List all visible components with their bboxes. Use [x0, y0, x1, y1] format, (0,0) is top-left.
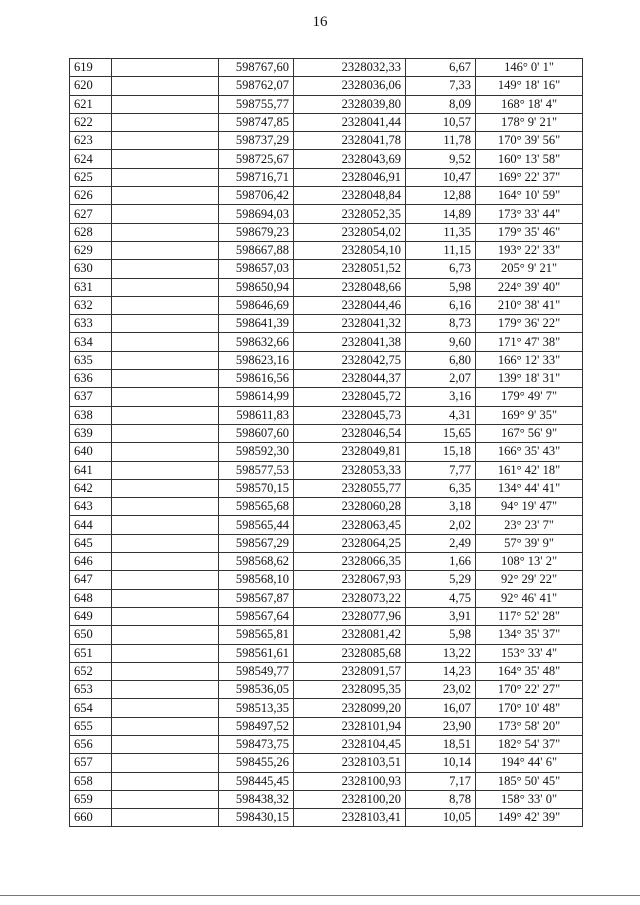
y-coordinate-cell: 2328039,80 — [294, 95, 406, 113]
table-row — [70, 223, 583, 241]
table-row — [70, 150, 583, 168]
table-row — [70, 498, 583, 516]
angle-cell: 23° 23' 7" — [476, 516, 583, 534]
y-coordinate-cell: 2328041,78 — [294, 132, 406, 150]
table-row — [70, 59, 583, 77]
footer-rule — [0, 895, 640, 896]
empty-cell — [112, 388, 219, 406]
table-row — [70, 772, 583, 790]
empty-cell — [112, 95, 219, 113]
empty-cell — [112, 150, 219, 168]
point-number-cell: 641 — [70, 461, 112, 479]
y-coordinate-cell: 2328103,51 — [294, 754, 406, 772]
table-row — [70, 388, 583, 406]
empty-cell — [112, 717, 219, 735]
y-coordinate-cell: 2328049,81 — [294, 443, 406, 461]
y-coordinate-cell: 2328048,84 — [294, 187, 406, 205]
y-coordinate-cell: 2328099,20 — [294, 699, 406, 717]
empty-cell — [112, 260, 219, 278]
table-row — [70, 406, 583, 424]
x-coordinate-cell: 598497,52 — [219, 717, 294, 735]
distance-cell: 9,52 — [406, 150, 476, 168]
distance-cell: 6,73 — [406, 260, 476, 278]
x-coordinate-cell: 598565,81 — [219, 626, 294, 644]
y-coordinate-cell: 2328055,77 — [294, 479, 406, 497]
page-number: 16 — [312, 14, 328, 30]
point-number-cell: 649 — [70, 607, 112, 625]
table-row — [70, 662, 583, 680]
angle-cell: 178° 9' 21" — [476, 113, 583, 131]
distance-cell: 6,67 — [406, 59, 476, 77]
x-coordinate-cell: 598623,16 — [219, 351, 294, 369]
x-coordinate-cell: 598445,45 — [219, 772, 294, 790]
distance-cell: 1,66 — [406, 553, 476, 571]
angle-cell: 193° 22' 33" — [476, 241, 583, 259]
y-coordinate-cell: 2328066,35 — [294, 553, 406, 571]
table-row — [70, 607, 583, 625]
point-number-cell: 654 — [70, 699, 112, 717]
empty-cell — [112, 370, 219, 388]
point-number-cell: 638 — [70, 406, 112, 424]
x-coordinate-cell: 598536,05 — [219, 681, 294, 699]
angle-cell: 173° 33' 44" — [476, 205, 583, 223]
point-number-cell: 633 — [70, 315, 112, 333]
y-coordinate-cell: 2328063,45 — [294, 516, 406, 534]
table-row — [70, 113, 583, 131]
empty-cell — [112, 296, 219, 314]
x-coordinate-cell: 598568,10 — [219, 571, 294, 589]
y-coordinate-cell: 2328044,37 — [294, 370, 406, 388]
x-coordinate-cell: 598679,23 — [219, 223, 294, 241]
distance-cell: 4,75 — [406, 589, 476, 607]
y-coordinate-cell: 2328091,57 — [294, 662, 406, 680]
distance-cell: 14,89 — [406, 205, 476, 223]
angle-cell: 161° 42' 18" — [476, 461, 583, 479]
point-number-cell: 643 — [70, 498, 112, 516]
angle-cell: 194° 44' 6" — [476, 754, 583, 772]
angle-cell: 117° 52' 28" — [476, 607, 583, 625]
angle-cell: 205° 9' 21" — [476, 260, 583, 278]
point-number-cell: 656 — [70, 735, 112, 753]
angle-cell: 158° 33' 0" — [476, 790, 583, 808]
distance-cell: 23,90 — [406, 717, 476, 735]
point-number-cell: 637 — [70, 388, 112, 406]
angle-cell: 170° 10' 48" — [476, 699, 583, 717]
empty-cell — [112, 113, 219, 131]
distance-cell: 5,29 — [406, 571, 476, 589]
x-coordinate-cell: 598430,15 — [219, 809, 294, 827]
distance-cell: 9,60 — [406, 333, 476, 351]
y-coordinate-cell: 2328073,22 — [294, 589, 406, 607]
distance-cell: 2,49 — [406, 534, 476, 552]
distance-cell: 2,02 — [406, 516, 476, 534]
table-row — [70, 315, 583, 333]
x-coordinate-cell: 598561,61 — [219, 644, 294, 662]
x-coordinate-cell: 598716,71 — [219, 168, 294, 186]
distance-cell: 8,73 — [406, 315, 476, 333]
table-row — [70, 187, 583, 205]
y-coordinate-cell: 2328104,45 — [294, 735, 406, 753]
empty-cell — [112, 461, 219, 479]
table-row — [70, 132, 583, 150]
x-coordinate-cell: 598438,32 — [219, 790, 294, 808]
empty-cell — [112, 553, 219, 571]
table-row — [70, 95, 583, 113]
point-number-cell: 636 — [70, 370, 112, 388]
x-coordinate-cell: 598737,29 — [219, 132, 294, 150]
empty-cell — [112, 754, 219, 772]
distance-cell: 3,18 — [406, 498, 476, 516]
table-row — [70, 681, 583, 699]
empty-cell — [112, 644, 219, 662]
x-coordinate-cell: 598725,67 — [219, 150, 294, 168]
empty-cell — [112, 607, 219, 625]
point-number-cell: 632 — [70, 296, 112, 314]
point-number-cell: 646 — [70, 553, 112, 571]
empty-cell — [112, 315, 219, 333]
y-coordinate-cell: 2328041,32 — [294, 315, 406, 333]
y-coordinate-cell: 2328032,33 — [294, 59, 406, 77]
angle-cell: 179° 35' 46" — [476, 223, 583, 241]
y-coordinate-cell: 2328041,44 — [294, 113, 406, 131]
empty-cell — [112, 498, 219, 516]
y-coordinate-cell: 2328046,54 — [294, 424, 406, 442]
x-coordinate-cell: 598567,64 — [219, 607, 294, 625]
x-coordinate-cell: 598646,69 — [219, 296, 294, 314]
point-number-cell: 639 — [70, 424, 112, 442]
x-coordinate-cell: 598592,30 — [219, 443, 294, 461]
table-row — [70, 333, 583, 351]
point-number-cell: 648 — [70, 589, 112, 607]
empty-cell — [112, 278, 219, 296]
distance-cell: 6,80 — [406, 351, 476, 369]
table-row — [70, 553, 583, 571]
distance-cell: 11,35 — [406, 223, 476, 241]
point-number-cell: 625 — [70, 168, 112, 186]
empty-cell — [112, 241, 219, 259]
y-coordinate-cell: 2328085,68 — [294, 644, 406, 662]
point-number-cell: 655 — [70, 717, 112, 735]
y-coordinate-cell: 2328103,41 — [294, 809, 406, 827]
angle-cell: 108° 13' 2" — [476, 553, 583, 571]
angle-cell: 94° 19' 47" — [476, 498, 583, 516]
point-number-cell: 621 — [70, 95, 112, 113]
empty-cell — [112, 626, 219, 644]
point-number-cell: 644 — [70, 516, 112, 534]
x-coordinate-cell: 598632,66 — [219, 333, 294, 351]
y-coordinate-cell: 2328051,52 — [294, 260, 406, 278]
y-coordinate-cell: 2328064,25 — [294, 534, 406, 552]
distance-cell: 6,16 — [406, 296, 476, 314]
distance-cell: 18,51 — [406, 735, 476, 753]
table-row — [70, 699, 583, 717]
empty-cell — [112, 681, 219, 699]
y-coordinate-cell: 2328101,94 — [294, 717, 406, 735]
y-coordinate-cell: 2328043,69 — [294, 150, 406, 168]
point-number-cell: 627 — [70, 205, 112, 223]
point-number-cell: 657 — [70, 754, 112, 772]
angle-cell: 92° 46' 41" — [476, 589, 583, 607]
x-coordinate-cell: 598755,77 — [219, 95, 294, 113]
table-row — [70, 278, 583, 296]
angle-cell: 167° 56' 9" — [476, 424, 583, 442]
x-coordinate-cell: 598455,26 — [219, 754, 294, 772]
x-coordinate-cell: 598762,07 — [219, 77, 294, 95]
x-coordinate-cell: 598767,60 — [219, 59, 294, 77]
y-coordinate-cell: 2328067,93 — [294, 571, 406, 589]
distance-cell: 23,02 — [406, 681, 476, 699]
x-coordinate-cell: 598706,42 — [219, 187, 294, 205]
table-row — [70, 241, 583, 259]
angle-cell: 171° 47' 38" — [476, 333, 583, 351]
angle-cell: 168° 18' 4" — [476, 95, 583, 113]
empty-cell — [112, 59, 219, 77]
empty-cell — [112, 479, 219, 497]
point-number-cell: 635 — [70, 351, 112, 369]
coordinates-table-body — [70, 59, 583, 827]
table-row — [70, 77, 583, 95]
y-coordinate-cell: 2328054,02 — [294, 223, 406, 241]
empty-cell — [112, 205, 219, 223]
empty-cell — [112, 699, 219, 717]
table-row — [70, 589, 583, 607]
y-coordinate-cell: 2328048,66 — [294, 278, 406, 296]
table-row — [70, 168, 583, 186]
angle-cell: 160° 13' 58" — [476, 150, 583, 168]
empty-cell — [112, 132, 219, 150]
distance-cell: 7,33 — [406, 77, 476, 95]
x-coordinate-cell: 598570,15 — [219, 479, 294, 497]
empty-cell — [112, 790, 219, 808]
x-coordinate-cell: 598565,44 — [219, 516, 294, 534]
angle-cell: 153° 33' 4" — [476, 644, 583, 662]
point-number-cell: 645 — [70, 534, 112, 552]
x-coordinate-cell: 598611,83 — [219, 406, 294, 424]
angle-cell: 57° 39' 9" — [476, 534, 583, 552]
distance-cell: 11,15 — [406, 241, 476, 259]
x-coordinate-cell: 598650,94 — [219, 278, 294, 296]
y-coordinate-cell: 2328052,35 — [294, 205, 406, 223]
angle-cell: 179° 36' 22" — [476, 315, 583, 333]
distance-cell: 15,65 — [406, 424, 476, 442]
y-coordinate-cell: 2328044,46 — [294, 296, 406, 314]
distance-cell: 4,31 — [406, 406, 476, 424]
distance-cell: 3,91 — [406, 607, 476, 625]
empty-cell — [112, 424, 219, 442]
point-number-cell: 631 — [70, 278, 112, 296]
point-number-cell: 658 — [70, 772, 112, 790]
x-coordinate-cell: 598694,03 — [219, 205, 294, 223]
table-row — [70, 626, 583, 644]
x-coordinate-cell: 598513,35 — [219, 699, 294, 717]
empty-cell — [112, 168, 219, 186]
point-number-cell: 630 — [70, 260, 112, 278]
x-coordinate-cell: 598657,03 — [219, 260, 294, 278]
point-number-cell: 660 — [70, 809, 112, 827]
table-row — [70, 479, 583, 497]
angle-cell: 169° 9' 35" — [476, 406, 583, 424]
distance-cell: 16,07 — [406, 699, 476, 717]
empty-cell — [112, 571, 219, 589]
x-coordinate-cell: 598614,99 — [219, 388, 294, 406]
angle-cell: 146° 0' 1" — [476, 59, 583, 77]
y-coordinate-cell: 2328060,28 — [294, 498, 406, 516]
angle-cell: 169° 22' 37" — [476, 168, 583, 186]
point-number-cell: 626 — [70, 187, 112, 205]
angle-cell: 134° 35' 37" — [476, 626, 583, 644]
angle-cell: 182° 54' 37" — [476, 735, 583, 753]
table-row — [70, 205, 583, 223]
angle-cell: 164° 35' 48" — [476, 662, 583, 680]
distance-cell: 10,05 — [406, 809, 476, 827]
x-coordinate-cell: 598667,88 — [219, 241, 294, 259]
empty-cell — [112, 809, 219, 827]
point-number-cell: 620 — [70, 77, 112, 95]
angle-cell: 166° 12' 33" — [476, 351, 583, 369]
empty-cell — [112, 772, 219, 790]
x-coordinate-cell: 598549,77 — [219, 662, 294, 680]
point-number-cell: 650 — [70, 626, 112, 644]
y-coordinate-cell: 2328100,20 — [294, 790, 406, 808]
table-row — [70, 644, 583, 662]
distance-cell: 10,14 — [406, 754, 476, 772]
table-row — [70, 735, 583, 753]
table-row — [70, 461, 583, 479]
y-coordinate-cell: 2328045,73 — [294, 406, 406, 424]
distance-cell: 7,17 — [406, 772, 476, 790]
y-coordinate-cell: 2328095,35 — [294, 681, 406, 699]
table-row — [70, 790, 583, 808]
y-coordinate-cell: 2328053,33 — [294, 461, 406, 479]
distance-cell: 11,78 — [406, 132, 476, 150]
angle-cell: 164° 10' 59" — [476, 187, 583, 205]
y-coordinate-cell: 2328042,75 — [294, 351, 406, 369]
distance-cell: 7,77 — [406, 461, 476, 479]
y-coordinate-cell: 2328045,72 — [294, 388, 406, 406]
table-row — [70, 424, 583, 442]
empty-cell — [112, 406, 219, 424]
x-coordinate-cell: 598567,87 — [219, 589, 294, 607]
angle-cell: 179° 49' 7" — [476, 388, 583, 406]
point-number-cell: 623 — [70, 132, 112, 150]
distance-cell: 12,88 — [406, 187, 476, 205]
angle-cell: 170° 22' 27" — [476, 681, 583, 699]
angle-cell: 149° 42' 39" — [476, 809, 583, 827]
table-row — [70, 443, 583, 461]
point-number-cell: 622 — [70, 113, 112, 131]
x-coordinate-cell: 598567,29 — [219, 534, 294, 552]
point-number-cell: 629 — [70, 241, 112, 259]
angle-cell: 224° 39' 40" — [476, 278, 583, 296]
empty-cell — [112, 351, 219, 369]
table-row — [70, 351, 583, 369]
angle-cell: 134° 44' 41" — [476, 479, 583, 497]
point-number-cell: 652 — [70, 662, 112, 680]
empty-cell — [112, 443, 219, 461]
distance-cell: 8,09 — [406, 95, 476, 113]
distance-cell: 13,22 — [406, 644, 476, 662]
table-row — [70, 717, 583, 735]
y-coordinate-cell: 2328054,10 — [294, 241, 406, 259]
table-row — [70, 260, 583, 278]
distance-cell: 2,07 — [406, 370, 476, 388]
distance-cell: 15,18 — [406, 443, 476, 461]
y-coordinate-cell: 2328077,96 — [294, 607, 406, 625]
x-coordinate-cell: 598568,62 — [219, 553, 294, 571]
point-number-cell: 653 — [70, 681, 112, 699]
point-number-cell: 619 — [70, 59, 112, 77]
point-number-cell: 628 — [70, 223, 112, 241]
angle-cell: 210° 38' 41" — [476, 296, 583, 314]
angle-cell: 185° 50' 45" — [476, 772, 583, 790]
empty-cell — [112, 589, 219, 607]
empty-cell — [112, 516, 219, 534]
empty-cell — [112, 77, 219, 95]
table-row — [70, 296, 583, 314]
x-coordinate-cell: 598607,60 — [219, 424, 294, 442]
y-coordinate-cell: 2328081,42 — [294, 626, 406, 644]
angle-cell: 139° 18' 31" — [476, 370, 583, 388]
distance-cell: 14,23 — [406, 662, 476, 680]
table-row — [70, 534, 583, 552]
point-number-cell: 634 — [70, 333, 112, 351]
empty-cell — [112, 662, 219, 680]
angle-cell: 173° 58' 20" — [476, 717, 583, 735]
empty-cell — [112, 735, 219, 753]
distance-cell: 5,98 — [406, 278, 476, 296]
x-coordinate-cell: 598747,85 — [219, 113, 294, 131]
x-coordinate-cell: 598616,56 — [219, 370, 294, 388]
empty-cell — [112, 223, 219, 241]
point-number-cell: 647 — [70, 571, 112, 589]
y-coordinate-cell: 2328046,91 — [294, 168, 406, 186]
distance-cell: 6,35 — [406, 479, 476, 497]
point-number-cell: 642 — [70, 479, 112, 497]
distance-cell: 10,47 — [406, 168, 476, 186]
y-coordinate-cell: 2328100,93 — [294, 772, 406, 790]
table-row — [70, 754, 583, 772]
distance-cell: 10,57 — [406, 113, 476, 131]
table-row — [70, 571, 583, 589]
angle-cell: 170° 39' 56" — [476, 132, 583, 150]
distance-cell: 5,98 — [406, 626, 476, 644]
x-coordinate-cell: 598473,75 — [219, 735, 294, 753]
angle-cell: 149° 18' 16" — [476, 77, 583, 95]
table-row — [70, 370, 583, 388]
empty-cell — [112, 534, 219, 552]
empty-cell — [112, 187, 219, 205]
distance-cell: 3,16 — [406, 388, 476, 406]
point-number-cell: 640 — [70, 443, 112, 461]
angle-cell: 166° 35' 43" — [476, 443, 583, 461]
table-row — [70, 809, 583, 827]
coordinates-table — [69, 58, 583, 827]
y-coordinate-cell: 2328041,38 — [294, 333, 406, 351]
x-coordinate-cell: 598641,39 — [219, 315, 294, 333]
x-coordinate-cell: 598565,68 — [219, 498, 294, 516]
empty-cell — [112, 333, 219, 351]
table-row — [70, 516, 583, 534]
angle-cell: 92° 29' 22" — [476, 571, 583, 589]
x-coordinate-cell: 598577,53 — [219, 461, 294, 479]
y-coordinate-cell: 2328036,06 — [294, 77, 406, 95]
point-number-cell: 651 — [70, 644, 112, 662]
point-number-cell: 624 — [70, 150, 112, 168]
distance-cell: 8,78 — [406, 790, 476, 808]
point-number-cell: 659 — [70, 790, 112, 808]
